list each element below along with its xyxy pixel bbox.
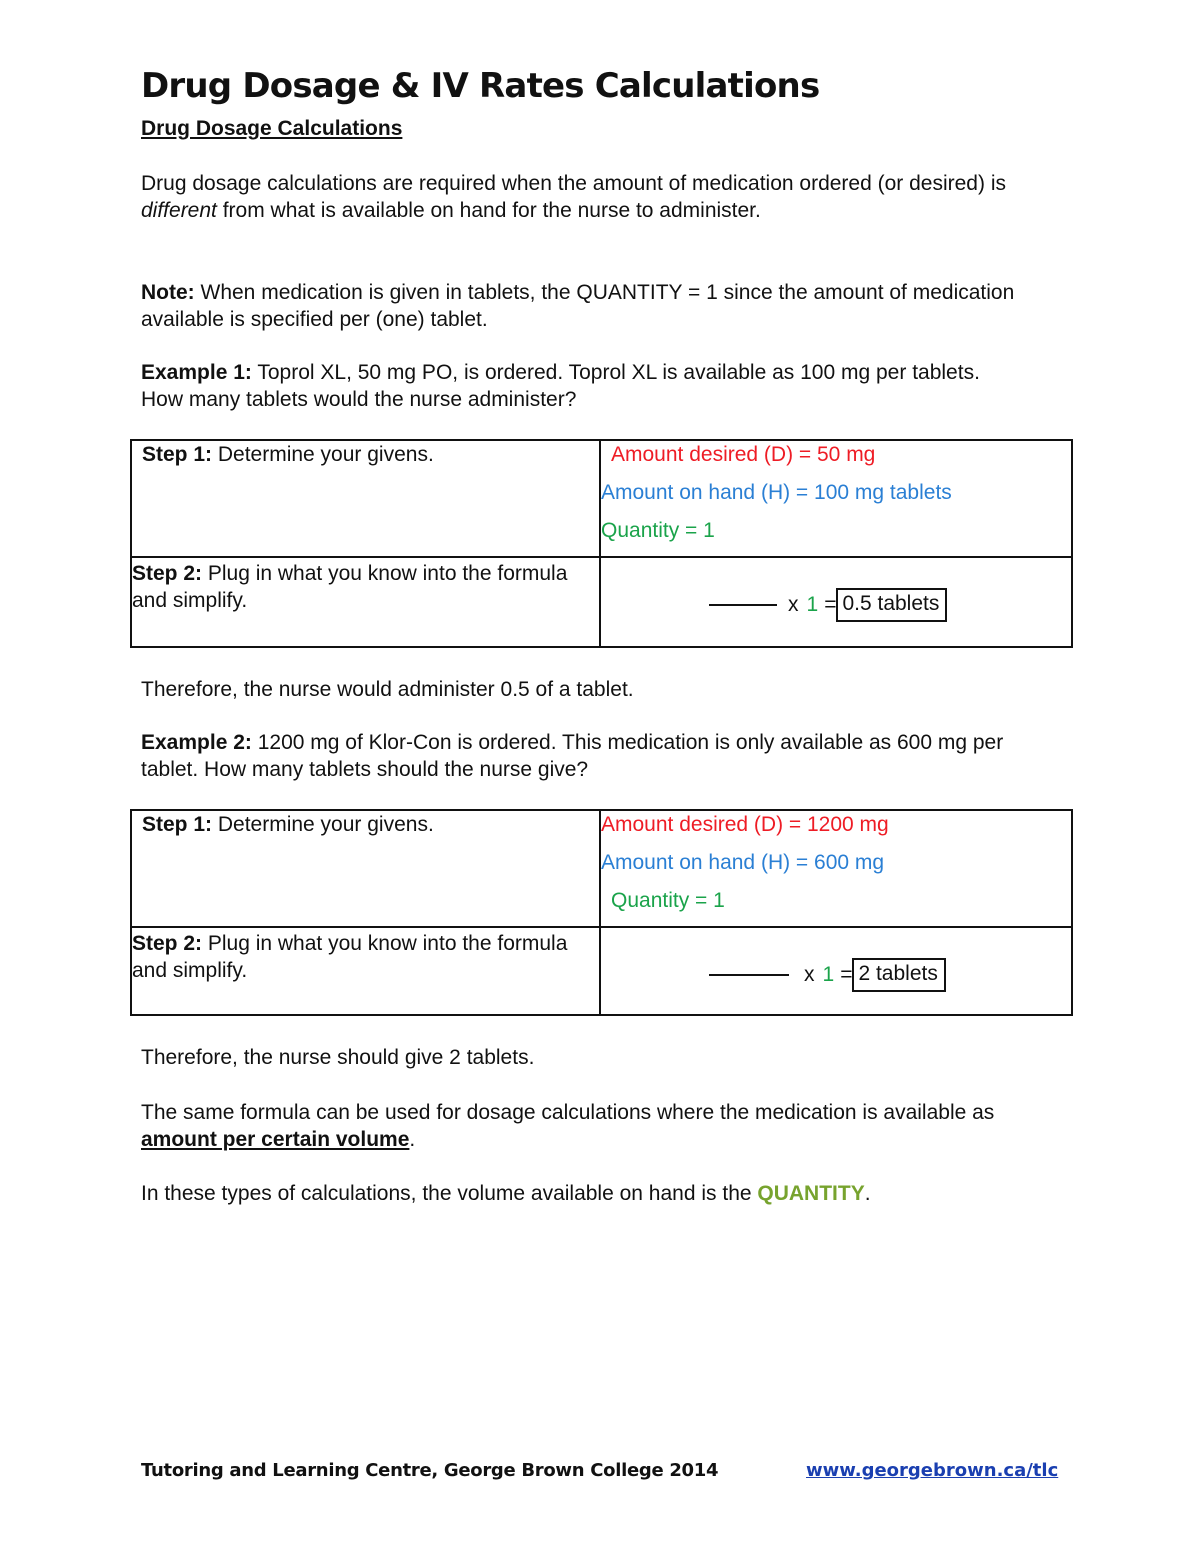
example2-step2-text: Plug in what you know into the formula and simplify. xyxy=(132,932,568,982)
note-label: Note: xyxy=(141,281,195,304)
example2-step1-cell xyxy=(131,810,600,927)
example2-label: Example 2: xyxy=(141,731,252,754)
quantity-note-paragraph xyxy=(141,1180,1041,1207)
example1-step2-row xyxy=(131,557,1072,647)
fraction-bar xyxy=(709,974,789,976)
quantity-value: 1 xyxy=(822,963,835,986)
example1-formula xyxy=(709,588,947,622)
example1-step1-label: Step 1: xyxy=(142,443,213,466)
same-formula-paragraph xyxy=(141,1099,1021,1153)
example1-formula-cell xyxy=(600,557,1072,647)
same-formula-text-1: The same formula can be used for dosage calculations where the medication is available as xyxy=(141,1101,995,1124)
example1-step2-label: Step 2: xyxy=(132,562,203,585)
example2-step2-label: Step 2: xyxy=(132,932,203,955)
example2-paragraph xyxy=(141,729,1041,783)
example2-desired: Amount desired (D) = 1200 mg xyxy=(601,813,889,836)
example2-step1-text: Determine your givens. xyxy=(212,813,434,836)
example2-step2-row xyxy=(131,927,1072,1015)
example1-conclusion: Therefore, the nurse would administer 0.5 of a tablet. xyxy=(141,678,634,701)
note-text: When medication is given in tablets, the QUANTITY = 1 since the amount of medication available is specified per (one) tablet. xyxy=(141,281,1015,331)
example2-givens-cell xyxy=(600,810,1072,927)
example2-step1-row xyxy=(131,810,1072,927)
example1-quantity: Quantity = 1 xyxy=(601,519,715,542)
example1-givens-cell xyxy=(600,440,1072,557)
example2-on-hand: Amount on hand (H) = 600 mg xyxy=(601,851,885,874)
example1-desired: Amount desired (D) = 50 mg xyxy=(611,443,876,466)
example2-text: 1200 mg of Klor-Con is ordered. This medication is only available as 600 mg per tablet. How many tablets should the nurse give? xyxy=(141,731,1004,781)
example2-conclusion: Therefore, the nurse should give 2 tablets. xyxy=(141,1046,535,1069)
section-heading: Drug Dosage Calculations xyxy=(141,117,403,140)
quantity-value: 1 xyxy=(806,593,819,616)
same-formula-text-2: . xyxy=(409,1128,416,1151)
example1-step1-row xyxy=(131,440,1072,557)
example2-step2-cell xyxy=(131,927,600,1015)
intro-emphasis: different xyxy=(141,199,217,222)
quantity-note-emphasis: QUANTITY xyxy=(757,1182,865,1205)
footer-link[interactable]: www.georgebrown.ca/tlc xyxy=(806,1460,1059,1481)
example1-label: Example 1: xyxy=(141,361,252,384)
example2-formula-cell xyxy=(600,927,1072,1015)
intro-text-2: from what is available on hand for the nurse to administer. xyxy=(216,199,761,222)
example2-answer-box: 2 tablets xyxy=(852,958,945,992)
quantity-note-text-1: In these types of calculations, the volume available on hand is the xyxy=(141,1182,758,1205)
fraction-bar xyxy=(709,604,777,606)
example1-on-hand: Amount on hand (H) = 100 mg tablets xyxy=(601,481,952,504)
quantity-note-text-2: . xyxy=(864,1182,871,1205)
example2-quantity: Quantity = 1 xyxy=(611,889,725,912)
example1-step2-text: Plug in what you know into the formula and simplify. xyxy=(132,562,568,612)
intro-paragraph xyxy=(141,170,1041,224)
same-formula-emphasis: amount per certain volume xyxy=(141,1128,410,1151)
example1-step1-cell xyxy=(131,440,600,557)
equals-symbol: = xyxy=(824,593,837,616)
times-symbol: x xyxy=(804,963,815,986)
example1-text: Toprol XL, 50 mg PO, is ordered. Toprol XL is available as 100 mg per tablets. How many tablets would the nurse administer? xyxy=(141,361,980,411)
example1-step1-text: Determine your givens. xyxy=(212,443,434,466)
example2-table xyxy=(130,809,1073,1016)
example1-table xyxy=(130,439,1073,648)
example2-formula xyxy=(709,958,946,992)
footer-credit: Tutoring and Learning Centre, George Brown College 2014 xyxy=(141,1460,719,1481)
example1-paragraph xyxy=(141,359,1021,413)
example2-step1-label: Step 1: xyxy=(142,813,213,836)
page-title: Drug Dosage & IV Rates Calculations xyxy=(141,66,820,106)
example1-step2-cell xyxy=(131,557,600,647)
note-paragraph xyxy=(141,279,1021,333)
times-symbol: x xyxy=(788,593,799,616)
example1-answer-box: 0.5 tablets xyxy=(836,588,947,622)
intro-text-1: Drug dosage calculations are required when the amount of medication ordered (or desired) is xyxy=(141,172,1006,195)
equals-symbol: = xyxy=(840,963,853,986)
